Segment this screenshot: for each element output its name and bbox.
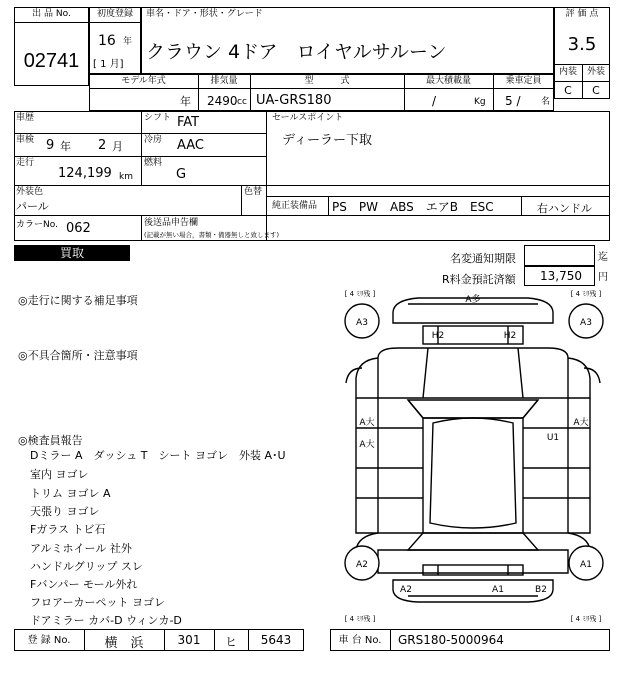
shift-value: FAT bbox=[177, 115, 200, 130]
type-label: 型 式 bbox=[304, 76, 350, 86]
mileage-label: 走行 bbox=[16, 158, 35, 168]
color-change-label: 色替 bbox=[244, 187, 263, 197]
recycle-value: 13,750 bbox=[540, 269, 582, 283]
chassis-label: 車 台 No. bbox=[338, 635, 382, 646]
equipment-value: PS PW ABS エアB ESC bbox=[332, 200, 494, 214]
first-reg-label: 初度登録 bbox=[96, 9, 133, 19]
lot-label: 出 品 No. bbox=[32, 9, 71, 19]
sales-point-value: ディーラー下取 bbox=[282, 133, 372, 148]
docs-label: 後送品申告欄 bbox=[144, 218, 199, 228]
load-value: / bbox=[432, 94, 437, 108]
recycle-label: R料金預託済額 bbox=[442, 273, 516, 286]
capacity-label: 乗車定員 bbox=[505, 76, 542, 86]
inspector-line: Fガラス トビ石 bbox=[30, 523, 106, 536]
inspector-line: Dミラー A ダッシュ T シート ヨゴレ 外装 A･U bbox=[30, 449, 286, 462]
exterior-value: C bbox=[592, 84, 600, 97]
tire-depth-tl: [ 4 ﾐﾘ残 ] bbox=[344, 290, 376, 298]
score-label: 評 価 点 bbox=[565, 9, 599, 19]
left-door-damage-2: A大 bbox=[359, 440, 375, 450]
registration-label: 登 録 No. bbox=[27, 635, 71, 646]
inspection-month-unit: 月 bbox=[112, 140, 123, 153]
left-door-damage-1: A大 bbox=[359, 418, 375, 428]
right-door-damage-2: U1 bbox=[546, 433, 560, 443]
registration-kana: ヒ bbox=[224, 635, 237, 649]
year-unit: 年 bbox=[123, 37, 133, 47]
score-value: 3.5 bbox=[567, 34, 597, 55]
wheel-damage-tl: A3 bbox=[356, 318, 368, 328]
month-value: [ 1 月] bbox=[93, 59, 124, 70]
inspector-line: 天張り ヨゴレ bbox=[30, 505, 100, 518]
interior-label: 内装 bbox=[558, 67, 577, 77]
wheel-damage-br: A1 bbox=[580, 560, 592, 570]
inspection-label: 車検 bbox=[16, 135, 35, 145]
displacement-value: 2490 bbox=[207, 94, 238, 108]
registration-number: 5643 bbox=[260, 633, 292, 647]
ac-label: 冷房 bbox=[144, 135, 163, 145]
name-change-unit: 迄 bbox=[598, 252, 608, 263]
headlight-damage-right: H2 bbox=[503, 331, 517, 341]
load-unit: Kg bbox=[474, 97, 486, 107]
chassis-value: GRS180-5000964 bbox=[398, 633, 504, 647]
tire-depth-tr: [ 4 ﾐﾘ残 ] bbox=[570, 290, 602, 298]
front-bumper-damage: A多 bbox=[465, 295, 481, 305]
capacity-unit: 名 bbox=[541, 97, 551, 107]
inspector-line: フロアーカーペット ヨゴレ bbox=[30, 596, 165, 609]
capacity-value: 5 / bbox=[505, 94, 521, 108]
inspection-year-unit: 年 bbox=[60, 140, 71, 153]
inspector-line: トリム ヨゴレ A bbox=[30, 487, 111, 500]
name-change-box bbox=[524, 245, 595, 266]
displacement-unit: cc bbox=[237, 97, 247, 107]
driving-notes-label: ◎走行に関する補足事項 bbox=[18, 294, 138, 307]
rear-damage-2: A1 bbox=[492, 585, 504, 595]
handle-value: 右ハンドル bbox=[537, 202, 592, 215]
tire-depth-bl: [ 4 ﾐﾘ残 ] bbox=[344, 615, 376, 623]
headlight-damage-left: H2 bbox=[431, 331, 445, 341]
fuel-label: 燃料 bbox=[144, 158, 163, 168]
lot-number: 02741 bbox=[23, 50, 80, 72]
load-label: 最大積載量 bbox=[425, 76, 471, 86]
buy-banner: 買取 bbox=[14, 245, 130, 261]
model-year-value: 年 bbox=[180, 95, 191, 108]
model-year-label: モデル年式 bbox=[121, 76, 166, 86]
inspector-line: Fバンパー モール外れ bbox=[30, 578, 138, 591]
inspector-line: アルミホイール 社外 bbox=[30, 542, 132, 555]
wheel-damage-bl: A2 bbox=[356, 560, 368, 570]
tire-depth-br: [ 4 ﾐﾘ残 ] bbox=[570, 615, 602, 623]
mileage-unit: km bbox=[119, 172, 133, 182]
type-value: UA-GRS180 bbox=[256, 93, 332, 108]
recycle-unit: 円 bbox=[598, 272, 608, 283]
interior-value: C bbox=[564, 84, 572, 97]
name-change-label: 名変通知期限 bbox=[450, 252, 516, 265]
inspector-label: ◎検査員報告 bbox=[18, 434, 83, 447]
inspector-line: ハンドルグリップ スレ bbox=[30, 560, 143, 573]
color-no-label: カラーNo. bbox=[16, 220, 58, 230]
mileage-value: 124,199 bbox=[58, 166, 112, 181]
registration-area: 横 浜 bbox=[104, 636, 144, 651]
inspector-line: ドアミラー カバ-D ウィンカ-D bbox=[30, 614, 182, 627]
model-name-label: 車名・ドア・形状・グレード bbox=[146, 9, 263, 19]
color-no-value: 062 bbox=[66, 221, 91, 236]
rear-damage-1: A2 bbox=[400, 585, 412, 595]
right-door-damage-1: A大 bbox=[573, 418, 589, 428]
inspection-month: 2 bbox=[98, 138, 107, 153]
fuel-value: G bbox=[176, 167, 187, 182]
ac-value: AAC bbox=[177, 138, 204, 153]
year-value: 16 bbox=[98, 33, 116, 49]
registration-class: 301 bbox=[177, 633, 201, 647]
exterior-label: 外装 bbox=[586, 67, 605, 77]
docs-note: (記載が無い場合，書類・備器無しと致します) bbox=[144, 231, 280, 239]
sales-point-label: セールスポイント bbox=[272, 113, 344, 123]
exterior-color-label: 外装色 bbox=[16, 187, 44, 197]
car-diagram bbox=[338, 288, 610, 626]
history-label: 車歴 bbox=[16, 113, 35, 123]
equipment-label: 純正装備品 bbox=[272, 201, 318, 211]
shift-label: シフト bbox=[144, 113, 172, 123]
model-name-value: クラウン 4ドア ロイヤルサルーン bbox=[146, 41, 447, 63]
wheel-damage-tr: A3 bbox=[580, 318, 592, 328]
defects-label: ◎不具合箇所・注意事項 bbox=[18, 349, 138, 362]
inspection-year: 9 bbox=[46, 138, 55, 153]
exterior-color-value: パール bbox=[16, 200, 49, 213]
inspector-line: 室内 ヨゴレ bbox=[30, 468, 89, 481]
rear-damage-3: B2 bbox=[535, 585, 547, 595]
displacement-label: 排気量 bbox=[210, 76, 238, 86]
